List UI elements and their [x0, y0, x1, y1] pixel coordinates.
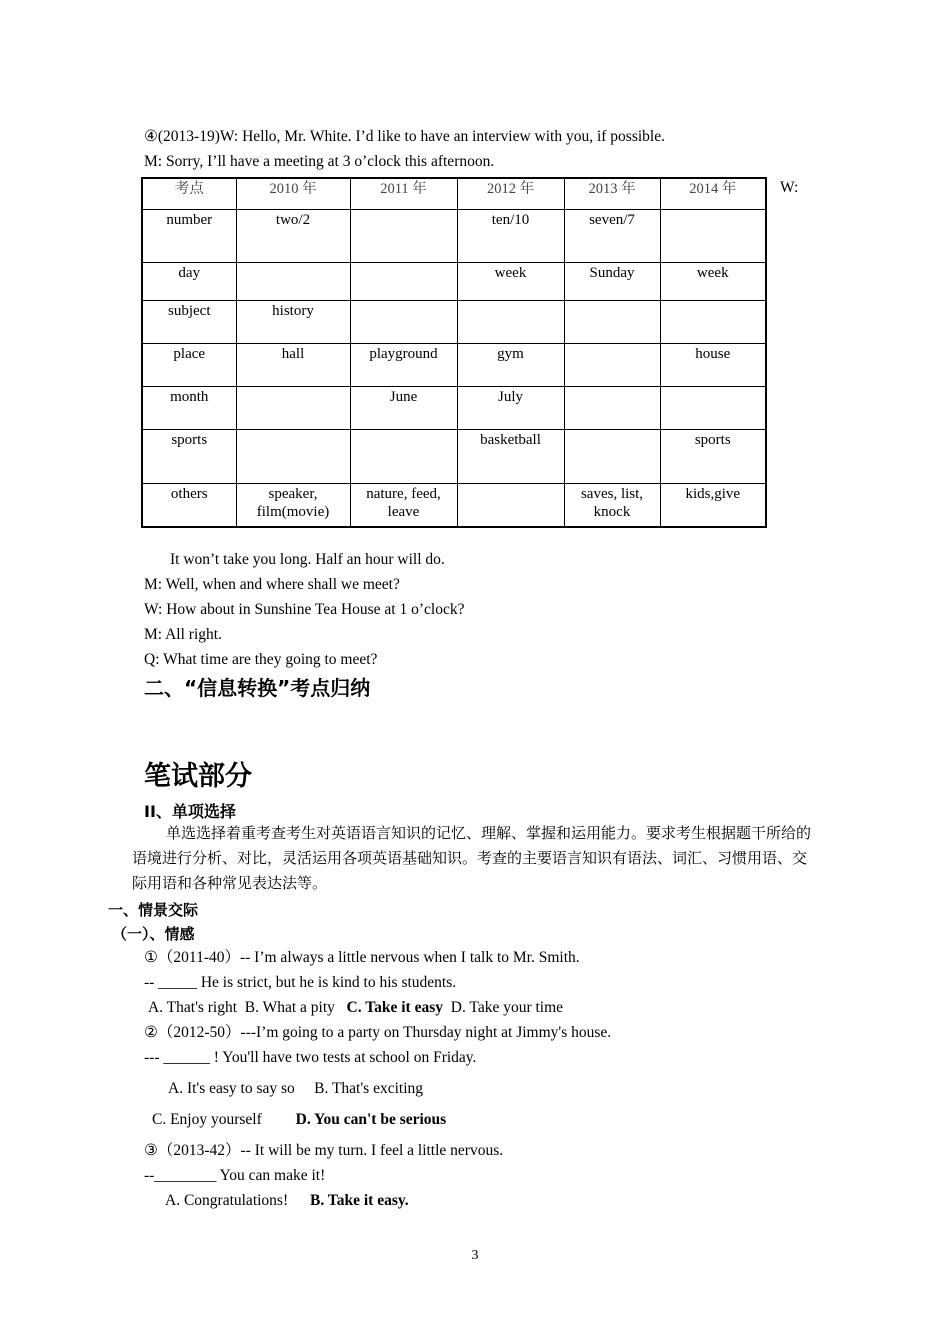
q2-option-c: C. Enjoy yourself [152, 1111, 262, 1128]
table-header-cell: 2012 年 [457, 178, 564, 209]
exam-points-table [141, 177, 767, 528]
table-cell: seven/7 [564, 209, 660, 262]
dialogue-line: M: All right. [144, 626, 222, 643]
table-cell: two/2 [236, 209, 350, 262]
q3-option-b: B. Take it easy. [310, 1192, 409, 1209]
table-row [142, 262, 766, 300]
dialogue-line-1: ④(2013-19)W: Hello, Mr. White. I’d like to have an interview with you, if possible. [144, 128, 665, 145]
table-cell [350, 300, 457, 343]
table-cell [350, 262, 457, 300]
q2-option-d: D. You can't be serious [295, 1111, 447, 1128]
sub-heading-situational: 一、情景交际 [108, 901, 199, 919]
w-speaker-label: W: [780, 179, 799, 196]
table-cell: nature, feed, leave [350, 483, 457, 527]
table-cell [350, 429, 457, 483]
table-cell [457, 300, 564, 343]
section-ii-heading: II、单项选择 [144, 802, 236, 821]
table-cell: history [236, 300, 350, 343]
dialogue-line-2: M: Sorry, I’ll have a meeting at 3 o’clock this afternoon. [144, 153, 495, 170]
table-cell: place [142, 343, 236, 386]
question-line: Q: What time are they going to meet? [144, 651, 378, 668]
table-cell: day [142, 262, 236, 300]
table-cell: house [660, 343, 766, 386]
table-row [142, 300, 766, 343]
table-cell [564, 386, 660, 429]
table-row [142, 386, 766, 429]
q2-stem: ②（2012-50）---I’m going to a party on Thursday night at Jimmy's house. [144, 1024, 612, 1041]
table-header-cell: 2013 年 [564, 178, 660, 209]
table-cell: sports [142, 429, 236, 483]
table-cell: speaker, film(movie) [236, 483, 350, 527]
dialogue-line: It won’t take you long. Half an hour will do. [170, 551, 445, 568]
table-cell: June [350, 386, 457, 429]
q2-reply: --- ______ ! You'll have two tests at school on Friday. [144, 1049, 477, 1066]
table-header-row [142, 178, 766, 209]
table-cell: basketball [457, 429, 564, 483]
q2-options-cd [152, 1110, 446, 1130]
table-cell: saves, list, knock [564, 483, 660, 527]
table-cell [564, 429, 660, 483]
q1-stem: ①（2011-40）-- I’m always a little nervous when I talk to Mr. Smith. [144, 949, 580, 966]
table-header-cell: 考点 [142, 178, 236, 209]
table-cell [564, 343, 660, 386]
q1-reply: -- _____ He is strict, but he is kind to his students. [144, 974, 457, 991]
intro-paragraph: 单选选择着重考查考生对英语语言知识的记忆、理解、掌握和运用能力。要求考生根据题干所给的语境进行分析、对比，灵活运用各项英语基础知识。考查的主要语言知识有语法、词汇、习惯用语、交际用语和各种常见表达法等。 [132, 826, 812, 892]
table-cell: month [142, 386, 236, 429]
table-cell: week [457, 262, 564, 300]
heading-info-conversion: 二、“信息转换”考点归纳 [144, 676, 371, 700]
table-row [142, 209, 766, 262]
table-cell [660, 209, 766, 262]
table-cell: sports [660, 429, 766, 483]
table-header-cell: 2010 年 [236, 178, 350, 209]
table-cell: playground [350, 343, 457, 386]
table-header-cell: 2014 年 [660, 178, 766, 209]
table-header-cell: 2011 年 [350, 178, 457, 209]
q2-options-ab [168, 1079, 423, 1099]
q3-options [165, 1191, 409, 1211]
table-row [142, 343, 766, 386]
table-cell: hall [236, 343, 350, 386]
table-cell: ten/10 [457, 209, 564, 262]
table-cell: kids,give [660, 483, 766, 527]
table-cell [236, 386, 350, 429]
q3-option-a: A. Congratulations! [165, 1192, 289, 1209]
table-cell [660, 386, 766, 429]
q1-option-d: D. Take your time [450, 999, 564, 1016]
table-cell [564, 300, 660, 343]
table-row [142, 483, 766, 527]
table-cell [660, 300, 766, 343]
dialogue-line: W: How about in Sunshine Tea House at 1 o’clock? [144, 601, 465, 618]
q3-reply: --________ You can make it! [144, 1167, 326, 1184]
table-cell [457, 483, 564, 527]
table-cell: others [142, 483, 236, 527]
page-number: 3 [471, 1248, 479, 1263]
q1-options [148, 998, 563, 1018]
table-cell: Sunday [564, 262, 660, 300]
table-cell [350, 209, 457, 262]
q2-option-b: B. That's exciting [314, 1080, 423, 1097]
table-cell [236, 429, 350, 483]
table-row [142, 429, 766, 483]
table-cell: subject [142, 300, 236, 343]
sub-heading-emotion: （一）、情感 [112, 925, 195, 943]
q1-option-b: B. What a pity [244, 999, 335, 1016]
heading-written-part: 笔试部分 [144, 761, 252, 792]
table-cell: July [457, 386, 564, 429]
q1-option-a: A. That's right [148, 999, 238, 1016]
q3-stem: ③（2013-42）-- It will be my turn. I feel a little nervous. [144, 1142, 504, 1159]
dialogue-line: M: Well, when and where shall we meet? [144, 576, 400, 593]
q1-option-c: C. Take it easy [346, 999, 444, 1016]
q2-option-a: A. It's easy to say so [168, 1080, 295, 1097]
table-cell: number [142, 209, 236, 262]
table-cell: gym [457, 343, 564, 386]
table-cell [236, 262, 350, 300]
table-cell: week [660, 262, 766, 300]
